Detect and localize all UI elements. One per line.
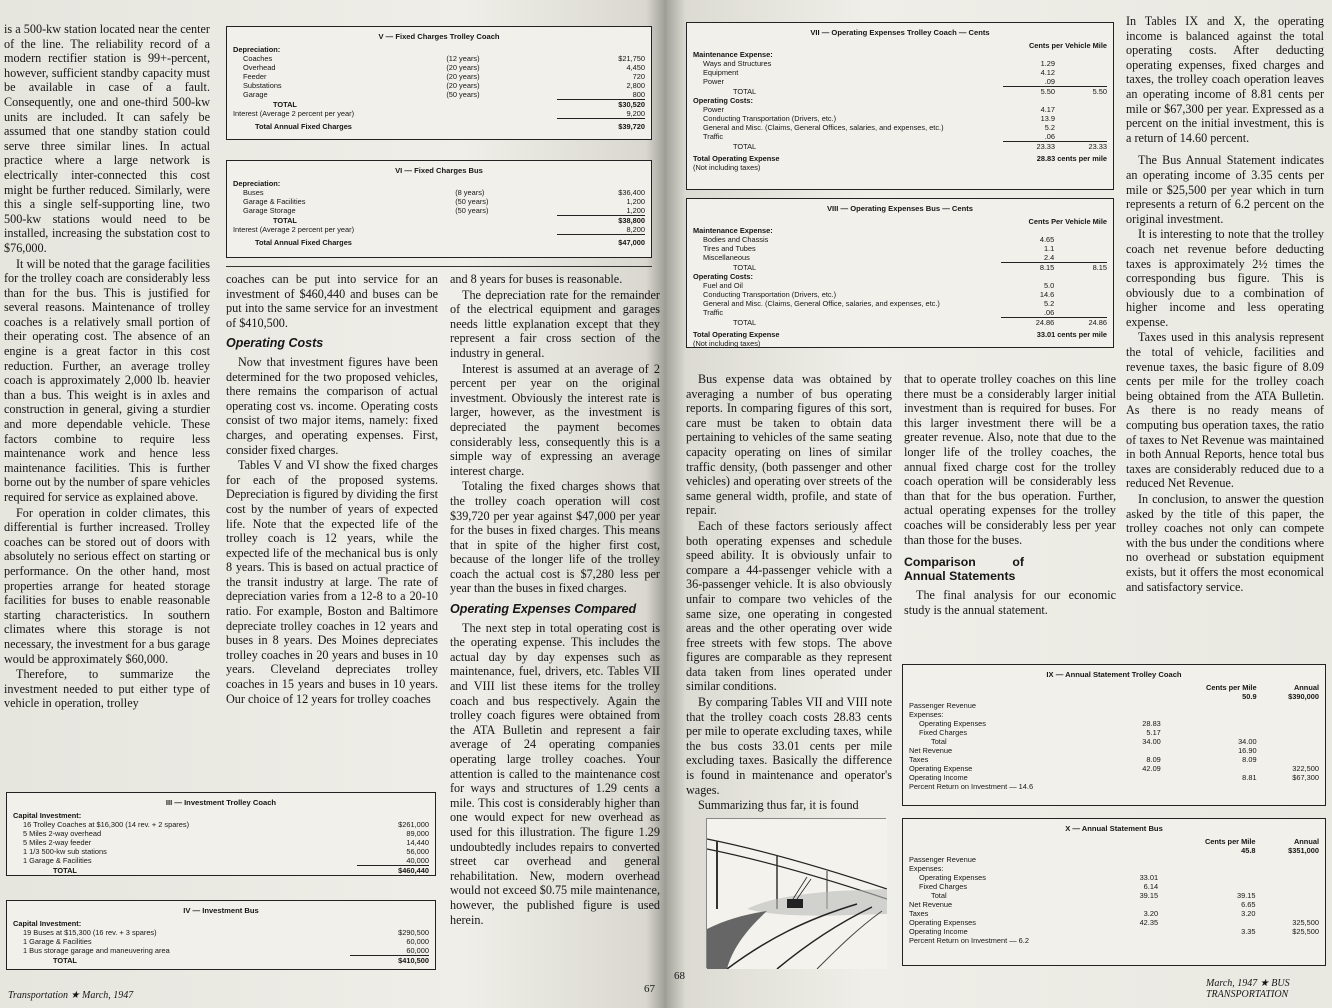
table-row bbox=[909, 755, 1319, 764]
row-value: 23.33 bbox=[1003, 142, 1055, 152]
row-label: Operating Expenses bbox=[909, 918, 976, 927]
row-value: 5.50 bbox=[1003, 87, 1055, 97]
paragraph: Therefore, to summarize the investment needed to put either type of vehicle in operation, trolley bbox=[4, 667, 210, 711]
table-row: Substations (20 years) 2,800 bbox=[243, 81, 645, 90]
row-label: Equipment bbox=[703, 68, 739, 77]
row-label: Miscellaneous bbox=[703, 253, 750, 262]
row-label: Taxes bbox=[909, 909, 929, 918]
table-head: Capital Investment: bbox=[13, 919, 82, 928]
table-body bbox=[693, 41, 1107, 151]
table-row: 16 Trolley Coaches at $16,300 (14 rev. + 2 spares) $261,000 bbox=[23, 820, 429, 829]
table-row bbox=[693, 50, 1107, 59]
row-value bbox=[1161, 782, 1257, 791]
row-value: $67,300 bbox=[1292, 773, 1319, 782]
table-viii-operating-expenses-bus bbox=[686, 198, 1114, 348]
row-value bbox=[1054, 299, 1107, 308]
table-row: Garage Storage (50 years) 1,200 bbox=[243, 206, 645, 215]
row-value bbox=[1257, 701, 1319, 710]
table-row bbox=[693, 105, 1107, 114]
paragraph: Now that investment figures have been determined for the two proposed vehicles, there remains the comparison of actual operating cost vs. income. Operating costs consist of two major items, namely: fixed charges, and operating expenses. First, consider fixed charges. bbox=[226, 354, 438, 457]
row-value bbox=[1161, 710, 1257, 719]
row-value: 28.83 bbox=[1142, 719, 1161, 728]
row-value bbox=[1055, 96, 1107, 105]
row-label: Net Revenue bbox=[909, 746, 953, 755]
left-column-1 bbox=[4, 22, 210, 712]
table-total: Total Operating Expense 28.83 cents per mile (Not including taxes) bbox=[693, 154, 1107, 172]
table-row bbox=[693, 87, 1107, 97]
table-row bbox=[909, 882, 1319, 891]
table-row: 5 Miles 2-way overhead 89,000 bbox=[23, 829, 429, 838]
row-label: TOTAL bbox=[733, 86, 757, 96]
paragraph: Bus expense data was obtained by averaging a number of bus operating reports. In comparing figures of this sort, care must be taken to obtain data pertaining to vehicles of the same seating capacity operating on lines of similar traffic density, (both passenger and other vehicles) and operating over streets of the same general width, profile, and state of repair. bbox=[686, 372, 892, 518]
row-value: 14.6 bbox=[1039, 290, 1055, 299]
row-label: Conducting Transportation (Drivers, etc.) bbox=[703, 114, 837, 123]
paragraph: Each of these factors seriously affect both operating expenses and schedule speed ability. It is obviously unfair to compare a 44-passenger vehicle with a 36-passenger vehicle. It is also obviously unfair to compare two vehicles of the same size, one operating in congested areas and the other operating over wide free streets with few stops. The above figures are comparable as they represent data taken from lines operated under similar conditions. bbox=[686, 518, 892, 694]
row-value: 3.20 bbox=[1241, 909, 1256, 918]
row-value bbox=[1161, 719, 1257, 728]
table-row: Interest (Average 2 percent per year) 8,200 bbox=[233, 225, 645, 234]
row-value: 5.2 bbox=[1044, 123, 1055, 132]
row-value bbox=[1116, 927, 1158, 936]
row-label: Fixed Charges bbox=[919, 882, 968, 891]
row-value: 8.15 bbox=[1001, 263, 1054, 273]
table-row bbox=[693, 123, 1107, 132]
table-body: Cents per Mile Annual 50.9 $390,000 Passenger Revenue Expenses: Operating Expenses 28.83 Fixed Charges 5.17 Total 34.00 34.00 Net Revenue 16.90 Taxes 8.09 8.09 Operating Expense 42.09 322,500 Operating Income 8.81 $67,300 Percent Return on Investment — 14.6 bbox=[909, 683, 1319, 791]
row-label: Operating Income bbox=[909, 773, 968, 782]
row-value: .06 bbox=[1043, 308, 1055, 317]
table-row bbox=[909, 728, 1319, 737]
row-value: 8.09 bbox=[1242, 755, 1257, 764]
row-label: Expenses: bbox=[909, 864, 944, 873]
row-value bbox=[1257, 782, 1319, 791]
table-title: IV — Investment Bus bbox=[183, 906, 259, 915]
column-header: Cents per Vehicle Mile bbox=[1028, 41, 1107, 50]
row-label: Taxes bbox=[909, 755, 929, 764]
row-value bbox=[1255, 900, 1319, 909]
row-value bbox=[1055, 59, 1107, 68]
table-head: Depreciation: bbox=[233, 45, 281, 54]
row-value bbox=[1158, 855, 1255, 864]
row-value: 4.65 bbox=[1039, 235, 1055, 244]
paragraph: The final analysis for our economic study is the annual statement. bbox=[904, 588, 1116, 617]
row-value bbox=[1119, 701, 1161, 710]
row-value: 5.2 bbox=[1043, 299, 1055, 308]
table-body bbox=[13, 811, 429, 875]
table-vii-operating-expenses-trolley bbox=[686, 22, 1114, 190]
table-row bbox=[693, 132, 1107, 142]
row-value: 8.09 bbox=[1146, 755, 1161, 764]
row-label: Power bbox=[703, 105, 724, 114]
row-value: 6.14 bbox=[1143, 882, 1159, 891]
right-column-2 bbox=[904, 372, 1116, 618]
row-value bbox=[1116, 864, 1158, 873]
row-value bbox=[1158, 918, 1255, 927]
row-label: Expenses: bbox=[909, 710, 944, 719]
row-value: 1.29 bbox=[1040, 59, 1055, 68]
right-column-1 bbox=[686, 372, 892, 814]
page-number: 68 bbox=[674, 970, 685, 982]
paragraph: Interest is assumed at an average of 2 percent per year on the original investment. Obviously the interest rate is larger, however, as the investment is depreciated the payment becomes considerably less, consequently this is a simple way of expressing an average interest charge. bbox=[450, 361, 660, 478]
row-value bbox=[1055, 132, 1107, 142]
row-value: 5.17 bbox=[1146, 728, 1161, 737]
right-page bbox=[666, 0, 1332, 1008]
table-body bbox=[693, 217, 1107, 327]
table-body bbox=[13, 919, 429, 965]
row-label: Bodies and Chassis bbox=[703, 235, 769, 244]
row-value: 24.86 bbox=[1054, 318, 1107, 328]
row-value: 5.50 bbox=[1055, 87, 1107, 97]
table-grand-total-row: Total Annual Fixed Charges $39,720 bbox=[233, 119, 645, 132]
row-value bbox=[1257, 737, 1319, 746]
row-value bbox=[1255, 882, 1319, 891]
page-footer: March, 1947 ★ BUS TRANSPORTATION bbox=[1206, 978, 1290, 1000]
row-value: 24.86 bbox=[1001, 318, 1054, 328]
row-value bbox=[1055, 114, 1107, 123]
section-heading: Comparison of Annual Statements bbox=[904, 555, 1024, 584]
row-label: General and Misc. (Claims, General Office, salaries, and expenses, etc.) bbox=[703, 299, 940, 308]
table-total-row: TOTAL $30,520 bbox=[273, 99, 645, 109]
row-value: 2.4 bbox=[1043, 253, 1055, 262]
table-row bbox=[909, 764, 1319, 773]
row-value: .06 bbox=[1044, 132, 1055, 141]
table-row bbox=[693, 77, 1107, 87]
row-value bbox=[1054, 281, 1107, 290]
row-label: Operating Expense bbox=[909, 764, 973, 773]
row-value: 1.1 bbox=[1043, 244, 1055, 253]
trolley-road-illustration bbox=[706, 818, 886, 968]
row-value bbox=[1158, 864, 1255, 873]
row-value bbox=[1055, 105, 1107, 114]
row-value: 3.20 bbox=[1143, 909, 1159, 918]
table-row: Buses (8 years) $36,400 bbox=[243, 188, 645, 197]
row-value bbox=[1255, 873, 1319, 882]
row-value bbox=[1055, 50, 1107, 59]
row-value bbox=[1001, 226, 1054, 235]
row-label: Conducting Transportation (Drivers, etc.) bbox=[703, 290, 837, 299]
row-value bbox=[1255, 909, 1319, 918]
table-row bbox=[909, 900, 1319, 909]
row-value bbox=[1116, 936, 1158, 945]
table-row bbox=[693, 253, 1107, 263]
table-row bbox=[909, 737, 1319, 746]
table-row bbox=[693, 272, 1107, 281]
row-label: Traffic bbox=[703, 132, 724, 141]
table-row bbox=[693, 290, 1107, 299]
row-value bbox=[1158, 936, 1255, 945]
row-label: Operating Expenses bbox=[919, 719, 986, 728]
paragraph: Tables V and VI show the fixed charges for each of the proposed systems. Depreciation is figured by dividing the first cost by the number of years of expected life. Note that the expected life of the trolley coach is 12 years, while the expected life of the mechanical bus is only 8 years. This is based on actual practice of the transit industry at large. The rate of depreciation varies from a 12-8 to a 20-10 ratio. For example, Boston and Baltimore depreciate trolley coaches in 12 years and buses in 8 years. Des Moines depreciates trolley coaches in 20 years and buses in 10 years. Cleveland depreciates trolley coaches in 15 years and buses in 10 years. Our choice of 12 years for trolley coaches bbox=[226, 458, 438, 706]
table-row: 19 Buses at $15,300 (16 rev. + 3 spares) $290,500 bbox=[23, 928, 429, 937]
row-value bbox=[1055, 77, 1107, 87]
paragraph: and 8 years for buses is reasonable. bbox=[450, 272, 623, 286]
table-grand-total-row: Total Annual Fixed Charges $47,000 bbox=[233, 235, 645, 248]
row-value: 42.35 bbox=[1139, 918, 1159, 927]
row-label: Operating Income bbox=[909, 927, 968, 936]
row-label: TOTAL bbox=[733, 262, 757, 272]
row-label: Tires and Tubes bbox=[703, 244, 756, 253]
row-value: 3.35 bbox=[1241, 927, 1256, 936]
paragraph: The Bus Annual Statement indicates an operating income of 3.35 cents per mile or $25,500 per year which in turn represents a return of 6.2 percent on the original investment. bbox=[1126, 153, 1324, 226]
table-total-row: TOTAL $410,500 bbox=[53, 955, 429, 965]
row-label: Maintenance Expense: bbox=[693, 226, 773, 235]
table-row: 1 Garage & Facilities 60,000 bbox=[23, 937, 429, 946]
paragraph: The depreciation rate for the remainder of the electrical equipment and garages needs little explanation except that they represent a fair cross section of the industry in general. bbox=[450, 287, 660, 360]
row-value bbox=[1054, 253, 1107, 263]
table-row bbox=[909, 746, 1319, 755]
row-value bbox=[1257, 746, 1319, 755]
table-row bbox=[909, 936, 1319, 945]
row-value bbox=[1116, 900, 1158, 909]
table-vi-fixed-charges-bus bbox=[226, 160, 652, 258]
paragraph: coaches can be put into service for an investment of $460,440 and buses can be put into the same service for an investment of $410,500. bbox=[226, 272, 438, 330]
row-label: Total bbox=[931, 737, 947, 746]
row-label: General and Misc. (Claims, General Offices, salaries, and expenses, etc.) bbox=[703, 123, 944, 132]
table-body bbox=[233, 45, 645, 131]
table-row bbox=[909, 864, 1319, 873]
row-value bbox=[1116, 855, 1158, 864]
table-row: Feeder (20 years) 720 bbox=[243, 72, 645, 81]
table-row bbox=[909, 719, 1319, 728]
row-value: 23.33 bbox=[1055, 142, 1107, 152]
row-value bbox=[1119, 782, 1161, 791]
table-title: III — Investment Trolley Coach bbox=[165, 798, 277, 807]
table-row bbox=[693, 244, 1107, 253]
row-value: 325,500 bbox=[1292, 918, 1319, 927]
row-value bbox=[1255, 864, 1319, 873]
table-title: VI — Fixed Charges Bus bbox=[395, 166, 483, 175]
row-value: 322,500 bbox=[1292, 764, 1319, 773]
table-total-row: TOTAL $38,800 bbox=[273, 215, 645, 225]
paragraph: Totaling the fixed charges shows that the trolley coach operation will cost $39,720 per year against $47,000 per year for the buses in fixed charges. This means that in spite of the higher first cost, because of the longer life of the trolley coach the actual cost is $7,280 less per year than the buses in fixed charges. bbox=[450, 479, 660, 596]
row-value: 8.15 bbox=[1054, 263, 1107, 273]
table-row bbox=[909, 891, 1319, 900]
row-value bbox=[1257, 755, 1319, 764]
table-row bbox=[693, 68, 1107, 77]
row-value bbox=[1255, 936, 1319, 945]
row-value bbox=[1055, 68, 1107, 77]
row-value bbox=[1119, 773, 1161, 782]
table-row: Interest (Average 2 percent per year) 9,200 bbox=[233, 109, 645, 118]
row-label: Operating Costs: bbox=[693, 96, 753, 105]
row-label: Maintenance Expense: bbox=[693, 50, 773, 59]
table-row bbox=[693, 235, 1107, 244]
column-header: Cents Per Vehicle Mile bbox=[1028, 217, 1107, 226]
table-row bbox=[909, 855, 1319, 864]
paragraph: The next step in total operating cost is the operating expense. This includes the actual day by day expenses such as maintenance, fuel, drivers, etc. Tables VII and VIII list these items for the trolley coach and bus respectively. Again the trolley coach figures were obtained from the ATA Bulletin and represent a fair average of 24 operating companies operating large trolley coaches. Your attention is called to the maintenance cost for ways and structures of 1.29 cents a mile. This cost is considerably higher than one would expect for new overhead as used for this illustration. The figure 1.29 undoubtedly includes repairs to converted street car overhead and general rehabilitation. New, modern overhead would not exceed $0.75 mile maintenance, however, the published figure is used herein. bbox=[450, 620, 660, 927]
section-heading: Operating Costs bbox=[226, 336, 324, 351]
table-row bbox=[693, 59, 1107, 68]
paragraph: that to operate trolley coaches on this line there must be a considerably larger initial investment than is required for buses. For this larger investment there will be a greater revenue. Also, note that due to the longer life of the trolley coaches, the annual fixed charge cost for the trolley coach operation will be considerably less than that for the bus operation. Further, actual operating expenses for the trolley coaches will be considerably less per year than those for the buses. bbox=[904, 372, 1116, 547]
table-row bbox=[693, 281, 1107, 290]
paragraph: is a 500-kw station located near the center of the line. The reliability record of a modern rectifier station is 99+-percent, however, sufficient standby capacity must be available in case of a fault. Consequently, one and one-third 500-kw units are included. It can safely be assumed that one standby station could serve three similar lines. In actual practice where a large network is electrically inter-connected this cost might be further reduced. Similarly, were this a single self-supporting line, two 500-kw stations would need to be installed, increasing the substation cost to $76,000. bbox=[4, 22, 210, 255]
row-label: TOTAL bbox=[733, 141, 757, 151]
row-value bbox=[1054, 226, 1107, 235]
table-ix-annual-statement-trolley bbox=[902, 664, 1326, 806]
table-row: Garage (50 years) 800 bbox=[243, 90, 645, 99]
row-value bbox=[1054, 308, 1107, 318]
row-value bbox=[1054, 235, 1107, 244]
row-value: 4.12 bbox=[1040, 68, 1055, 77]
row-value: .09 bbox=[1044, 77, 1055, 86]
divider bbox=[226, 266, 652, 267]
table-total: Total Operating Expense 33.01 cents per mile (Not including taxes) bbox=[693, 330, 1107, 348]
table-row: 1 Bus storage garage and maneuvering area 60,000 bbox=[23, 946, 429, 955]
row-label: Traffic bbox=[703, 308, 724, 317]
row-value: 42.09 bbox=[1142, 764, 1161, 773]
table-title: X — Annual Statement Bus bbox=[1065, 824, 1163, 833]
table-row bbox=[909, 918, 1319, 927]
row-value: 34.00 bbox=[1142, 737, 1161, 746]
row-value bbox=[1054, 290, 1107, 299]
table-row: 5 Miles 2-way feeder 14,440 bbox=[23, 838, 429, 847]
row-label: Percent Return on Investment — 14.6 bbox=[909, 782, 1034, 791]
table-head: Depreciation: bbox=[233, 179, 281, 188]
row-label: Fixed Charges bbox=[919, 728, 968, 737]
table-row bbox=[693, 96, 1107, 105]
road-scene-icon bbox=[707, 819, 887, 969]
paragraph: In Tables IX and X, the operating income is balanced against the total operating costs. After deducting operating expenses, fixed charges and taxes, the trolley coach operation leaves an operating income of 8.81 cents per mile or $67,300 per year. Expressed as a percent on the initial investment, this is a return of 14.60 percent. bbox=[1126, 14, 1324, 145]
table-head: Capital Investment: bbox=[13, 811, 82, 820]
table-row bbox=[693, 226, 1107, 235]
row-value bbox=[1054, 244, 1107, 253]
table-title: VIII — Operating Expenses Bus — Cents bbox=[826, 204, 973, 213]
left-column-3 bbox=[450, 272, 660, 928]
table-iv-investment-bus bbox=[6, 900, 436, 970]
table-row bbox=[909, 873, 1319, 882]
row-value bbox=[1257, 710, 1319, 719]
page-footer: Transportation ★ March, 1947 bbox=[8, 990, 134, 1001]
table-x-annual-statement-bus bbox=[902, 818, 1326, 966]
row-value: 16.90 bbox=[1238, 746, 1257, 755]
row-label: Passenger Revenue bbox=[909, 855, 976, 864]
row-value: 5.0 bbox=[1043, 281, 1055, 290]
paragraph: For operation in colder climates, this differential is further increased. Trolley coaches can be stored out of doors with absolutely no serious effect on starting or performance. On the other hand, most properties arrange for heated storage facilities for buses to enable reasonable starting characteristics. In southern climates where this storage is not necessary, the investment for a bus garage would be approximately $60,000. bbox=[4, 505, 210, 666]
table-row bbox=[909, 701, 1319, 710]
section-heading: Operating Expenses Compared bbox=[450, 602, 637, 617]
table-row bbox=[909, 782, 1319, 791]
table-row: Coaches (12 years) $21,750 bbox=[243, 54, 645, 63]
row-value bbox=[1255, 855, 1319, 864]
row-value bbox=[1161, 701, 1257, 710]
row-label: Passenger Revenue bbox=[909, 701, 976, 710]
row-value: $25,500 bbox=[1292, 927, 1319, 936]
row-label: Net Revenue bbox=[909, 900, 953, 909]
table-body bbox=[233, 179, 645, 247]
table-title: V — Fixed Charges Trolley Coach bbox=[378, 32, 500, 41]
row-value: 8.81 bbox=[1242, 773, 1257, 782]
paragraph: In conclusion, to answer the question asked by the title of this paper, the trolley coaches not only can compete with the bus under the conditions where no overhead or substation equipment exists, but it offers the most economical and satisfactory service. bbox=[1126, 492, 1324, 594]
row-value: 4.17 bbox=[1040, 105, 1055, 114]
row-label: Fuel and Oil bbox=[703, 281, 743, 290]
table-row bbox=[693, 142, 1107, 152]
row-label: Power bbox=[703, 77, 724, 86]
paragraph: It is interesting to note that the trolley coach net revenue before deducting taxes is approximately 2½ times the corresponding bus figure. This is obviously due to a combination of higher income and less operating expense. bbox=[1126, 227, 1324, 329]
row-value bbox=[1119, 710, 1161, 719]
row-value bbox=[1003, 50, 1055, 59]
page-number: 67 bbox=[644, 983, 655, 995]
table-total-row: TOTAL $460,440 bbox=[53, 865, 429, 875]
table-row bbox=[693, 299, 1107, 308]
table-row bbox=[693, 318, 1107, 328]
row-label: Total bbox=[931, 891, 947, 900]
paragraph: Summarizing thus far, it is found bbox=[698, 798, 859, 813]
row-value bbox=[1003, 96, 1055, 105]
table-row: Overhead (20 years) 4,450 bbox=[243, 63, 645, 72]
table-row bbox=[909, 710, 1319, 719]
row-value bbox=[1161, 764, 1257, 773]
row-value bbox=[1055, 123, 1107, 132]
row-label: Percent Return on Investment — 6.2 bbox=[909, 936, 1029, 945]
table-iii-investment-trolley bbox=[6, 792, 436, 876]
table-row bbox=[693, 114, 1107, 123]
row-label: TOTAL bbox=[733, 317, 757, 327]
row-value bbox=[1257, 719, 1319, 728]
row-value bbox=[1001, 272, 1054, 281]
left-column-2 bbox=[226, 272, 438, 707]
paragraph: It will be noted that the garage facilities for the trolley coach are considerably less than for the bus. This is justified for several reasons. Maintenance of trolley coaches is a relatively small portion of their operating cost. The absence of an engine is a great factor in this cost reduction. Further, an average trolley coach is approximately 2,000 lb. heavier than a bus. This weight is in axles and construction in general, giving a sturdier and more dependable vehicle. These factors combine to require less maintenance work and hence less maintenance facilities. This is further borne out by the number of spare vehicles required for service as explained above. bbox=[4, 256, 210, 504]
row-value: 13.9 bbox=[1040, 114, 1055, 123]
row-value: 34.00 bbox=[1238, 737, 1257, 746]
right-column-3 bbox=[1126, 14, 1324, 595]
paragraph: Taxes used in this analysis represent the total of vehicle, facilities and revenue taxes, the basic figure of 8.09 cents per mile for the trolley coach being obtained from the ATA Bulletin. As there is no ready means of computing bus operation taxes, the ratio of taxes to Net Revenue was maintained in both Annual Reports, hence total bus taxes are considerably reduced due to a reduced Net Revenue. bbox=[1126, 330, 1324, 491]
table-title: VII — Operating Expenses Trolley Coach — Cents bbox=[810, 28, 990, 37]
row-value bbox=[1119, 746, 1161, 755]
table-row bbox=[909, 773, 1319, 782]
table-row: 1 Garage & Facilities 40,000 bbox=[23, 856, 429, 865]
table-row bbox=[693, 308, 1107, 318]
table-row bbox=[909, 927, 1319, 936]
row-label: Operating Costs: bbox=[693, 272, 753, 281]
row-value: 6.65 bbox=[1241, 900, 1256, 909]
row-value: 39.15 bbox=[1236, 891, 1256, 900]
table-row bbox=[909, 909, 1319, 918]
row-value bbox=[1158, 882, 1255, 891]
table-body: Cents per Mile Annual 45.8 $351,000 Passenger Revenue Expenses: Operating Expenses 33.01 Fixed Charges 6.14 Total 39.15 39.15 Net Revenue 6.65 Taxes 3.20 3.20 Operating Expenses 42.35 325,500 Operating Income 3.35 $25,500 Percent Return on Investment — 6.2 bbox=[909, 837, 1319, 945]
paragraph: By comparing Tables VII and VIII note that the trolley coach costs 28.83 cents per mile to operate excluding taxes, while the bus costs 33.01 cents per mile excluding taxes. Basically the difference is found in maintenance and operator's wages. bbox=[686, 695, 892, 797]
table-title: IX — Annual Statement Trolley Coach bbox=[1046, 670, 1182, 679]
row-value bbox=[1255, 891, 1319, 900]
table-row bbox=[693, 263, 1107, 273]
row-label: Operating Expenses bbox=[919, 873, 986, 882]
row-value: 33.01 bbox=[1139, 873, 1159, 882]
row-value: 39.15 bbox=[1139, 891, 1159, 900]
row-value bbox=[1158, 873, 1255, 882]
row-value bbox=[1161, 728, 1257, 737]
row-label: Ways and Structures bbox=[703, 59, 772, 68]
row-value bbox=[1054, 272, 1107, 281]
table-row: 1 1/3 500-kw sub stations 56,000 bbox=[23, 847, 429, 856]
table-v-fixed-charges-trolley bbox=[226, 26, 652, 140]
row-value bbox=[1257, 728, 1319, 737]
table-row: Garage & Facilities (50 years) 1,200 bbox=[243, 197, 645, 206]
